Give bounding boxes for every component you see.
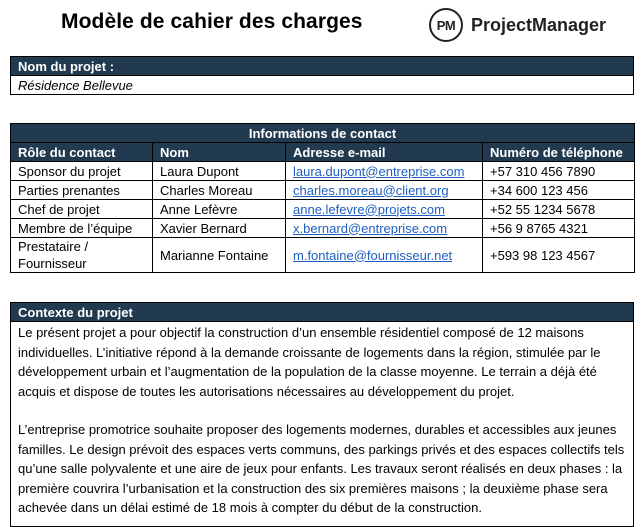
- contact-name: Laura Dupont: [153, 162, 286, 181]
- table-row: [11, 162, 635, 181]
- contact-phone: +34 600 123 456: [483, 181, 635, 200]
- context-body: [11, 322, 634, 527]
- pm-logo-icon: PM: [429, 8, 463, 42]
- project-name-label: Nom du projet :: [11, 57, 634, 76]
- contact-table: [10, 123, 635, 273]
- document-title: Modèle de cahier des charges: [61, 10, 363, 33]
- contact-email-link[interactable]: x.bernard@entreprise.com: [293, 220, 448, 236]
- contact-name: Marianne Fontaine: [153, 238, 286, 273]
- contact-email-link[interactable]: m.fontaine@fournisseur.net: [293, 247, 453, 263]
- context-paragraph: Le présent projet a pour objectif la construction d’un ensemble résidentiel composé de 12 maisons individuelles. L’initiative répond à la demande croissante de logements dans la région, stimulée par le développement urbain et l’augmentation de la population de la classe moyenne. Le terrain a déjà été acquis et dispose de toutes les autorisations nécessaires au développement du projet.: [18, 325, 601, 399]
- project-name-value: Résidence Bellevue: [11, 76, 634, 95]
- brand-logo: [429, 8, 606, 42]
- project-context-table: [10, 302, 634, 527]
- contact-phone: +593 98 123 4567: [483, 238, 635, 273]
- table-row: [11, 181, 635, 200]
- contact-email-link[interactable]: anne.lefevre@projets.com: [293, 201, 445, 217]
- context-title: Contexte du projet: [11, 303, 634, 322]
- contact-role: Parties prenantes: [11, 181, 153, 200]
- table-row: [11, 238, 635, 273]
- column-header-role: Rôle du contact: [11, 143, 153, 162]
- contact-email-link[interactable]: laura.dupont@entreprise.com: [293, 163, 465, 179]
- contact-phone: +52 55 1234 5678: [483, 200, 635, 219]
- contact-phone: +57 310 456 7890: [483, 162, 635, 181]
- column-header-phone: Numéro de téléphone: [483, 143, 635, 162]
- contact-role: Prestataire / Fournisseur: [11, 238, 153, 273]
- contact-name: Charles Moreau: [153, 181, 286, 200]
- contact-name: Anne Lefèvre: [153, 200, 286, 219]
- column-header-name: Nom: [153, 143, 286, 162]
- column-header-email: Adresse e-mail: [286, 143, 483, 162]
- context-paragraph: L’entreprise promotrice souhaite proposer des logements modernes, durables et accessibles aux jeunes familles. Le design prévoit des espaces verts communs, des parkings privés et des espaces collectifs tels qu’une salle polyvalente et une aire de jeux pour enfants. Les travaux seront réalisés en deux phases : la première couvrira l’urbanisation et la construction des six premières maisons ; la deuxième phase sera achevée dans un délai estimé de 18 mois à compter du début de la construction.: [18, 422, 625, 515]
- contact-role: Chef de projet: [11, 200, 153, 219]
- table-row: [11, 219, 635, 238]
- contact-phone: +56 9 8765 4321: [483, 219, 635, 238]
- contact-name: Xavier Bernard: [153, 219, 286, 238]
- contact-role: Membre de l’équipe: [11, 219, 153, 238]
- contact-email-link[interactable]: charles.moreau@client.org: [293, 182, 449, 198]
- table-row: [11, 200, 635, 219]
- project-name-table: [10, 56, 634, 95]
- contact-table-title: Informations de contact: [11, 124, 635, 143]
- contact-role: Sponsor du projet: [11, 162, 153, 181]
- brand-name: ProjectManager: [471, 14, 607, 35]
